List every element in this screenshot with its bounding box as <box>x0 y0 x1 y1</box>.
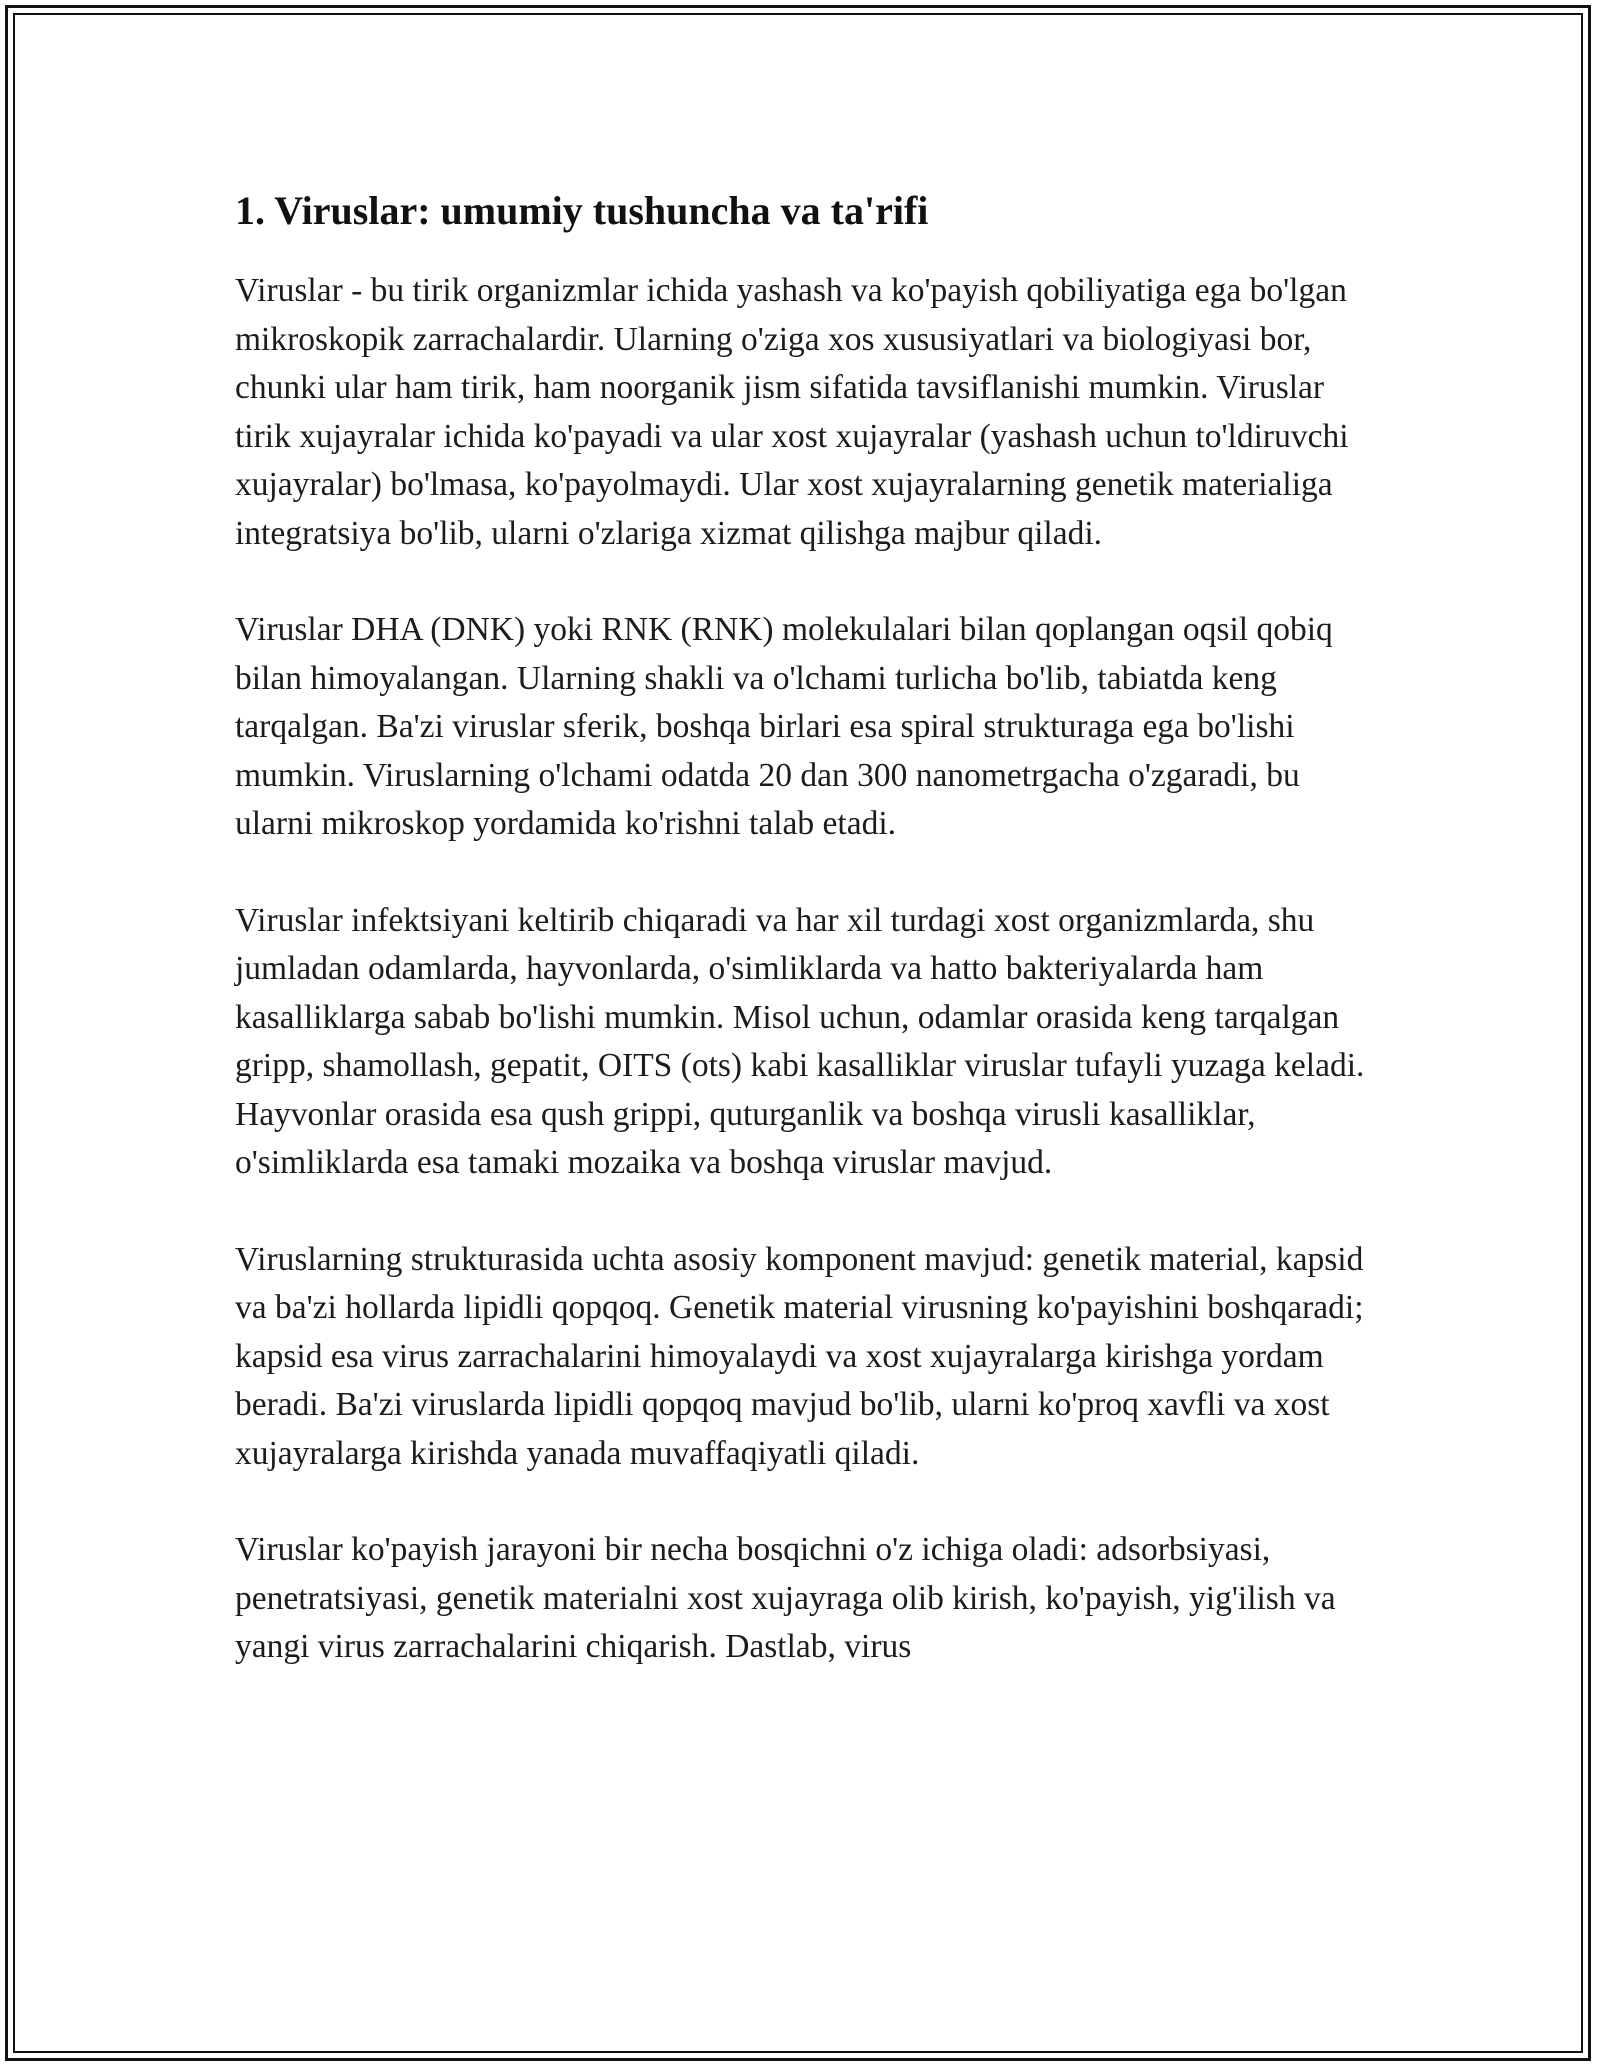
document-body <box>235 183 1365 1720</box>
paragraph-replication: Viruslar ko'payish jarayoni bir necha bosqichni o'z ichiga oladi: adsorbsiyasi, penetratsiyasi, genetik materialni xost xujayraga olib kirish, ko'payish, yig'ilish va yangi virus zarrachalarini chiqarish. Dastlab, virus <box>235 1531 1336 1665</box>
paragraph-components: Viruslarning strukturasida uchta asosiy komponent mavjud: genetik material, kapsid va ba'zi hollarda lipidli qopqoq. Genetik material virusning ko'payishini boshqaradi; kapsid esa virus zarrachalarini himoyalaydi va xost xujayralarga kirishga yordam beradi. Ba'zi viruslarda lipidli qopqoq mavjud bo'lib, ularni ko'proq xavfli va xost xujayralarga kirishda yanada muvaffaqiyatli qiladi. <box>235 1240 1364 1472</box>
paragraph-infection: Viruslar infektsiyani keltirib chiqaradi va har xil turdagi xost organizmlarda, shu jumladan odamlarda, hayvonlarda, o'simliklarda va hatto bakteriyalarda ham kasalliklarga sabab bo'lishi mumkin. Misol uchun, odamlar orasida keng tarqalgan gripp, shamollash, gepatit, OITS (ots) kabi kasalliklar viruslar tufayli yuzaga keladi. Hayvonlar orasida esa qush grippi, quturganlik va boshqa virusli kasalliklar, o'simliklarda esa tamaki mozaika va boshqa viruslar mavjud. <box>235 901 1365 1181</box>
section-title: 1. Viruslar: umumiy tushuncha va ta'rifi <box>235 188 929 233</box>
paragraph-structure-size: Viruslar DHA (DNK) yoki RNK (RNK) molekulalari bilan qoplangan oqsil qobiq bilan himoyalangan. Ularning shakli va o'lchami turlicha bo'lib, tabiatda keng tarqalgan. Ba'zi viruslar sferik, boshqa birlari esa spiral strukturaga ega bo'lishi mumkin. Viruslarning o'lchami odatda 20 dan 300 nanometrgacha o'zgaradi, bu ularni mikroskop yordamida ko'rishni talab etadi. <box>235 611 1333 842</box>
paragraph-definition: Viruslar - bu tirik organizmlar ichida yashash va ko'payish qobiliyatiga ega bo'lgan mikroskopik zarrachalardir. Ularning o'ziga xos xususiyatlari va biologiyasi bor, chunki ular ham tirik, ham noorganik jism sifatida tavsiflanishi mumkin. Viruslar tirik xujayralar ichida ko'payadi va ular xost xujayralar (yashash uchun to'ldiruvchi xujayralar) bo'lmasa, ko'payolmaydi. Ular xost xujayralarning genetik materialiga integratsiya bo'lib, ularni o'zlariga xizmat qilishga majbur qiladi. <box>235 272 1349 552</box>
